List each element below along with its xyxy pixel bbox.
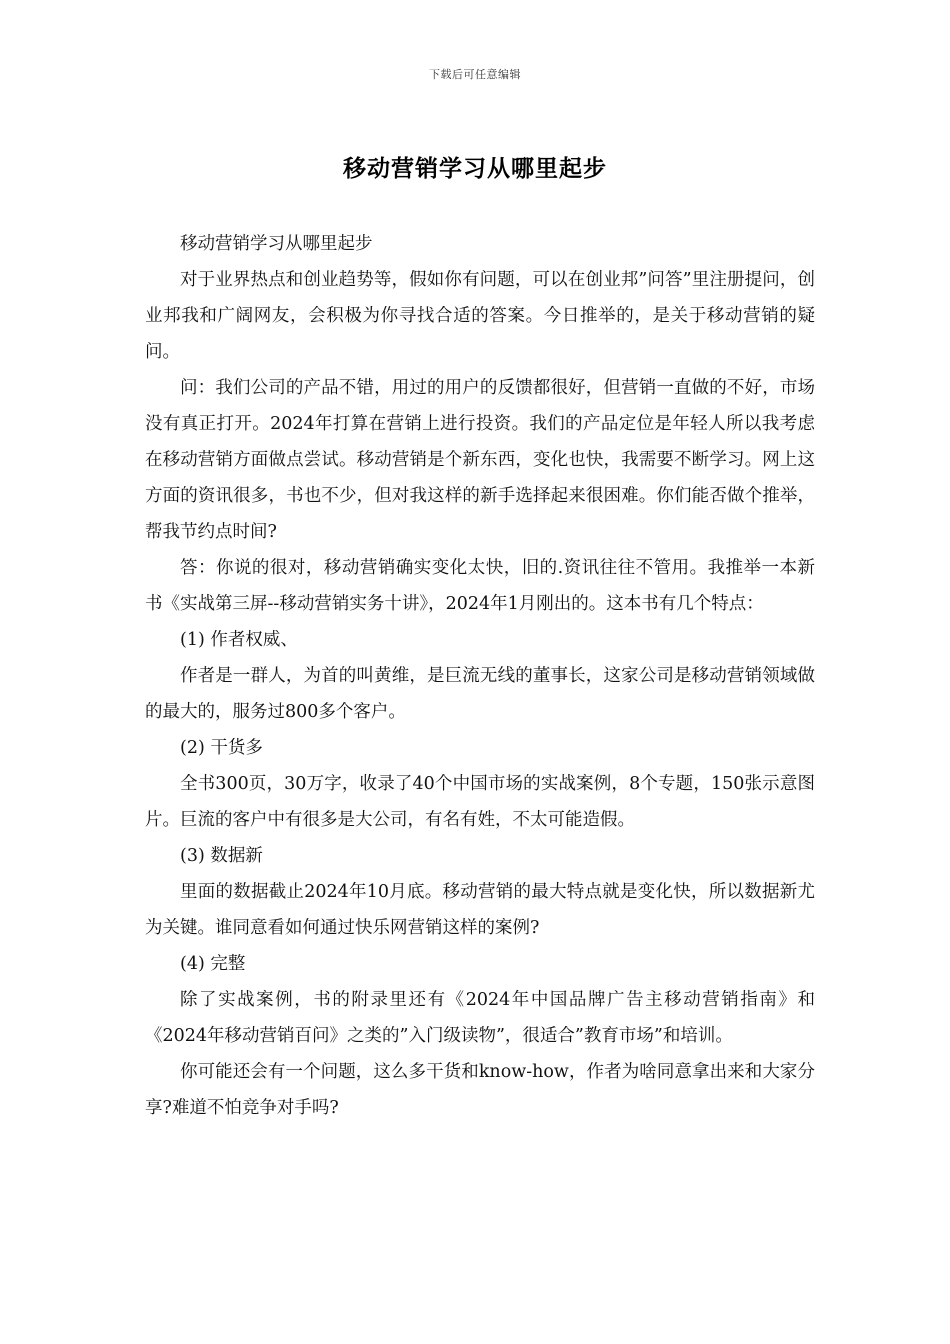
- feature-text-1: 作者是一群人，为首的叫黄维，是巨流无线的董事长，这家公司是移动营销领域做的最大的，服务过800多个客户。: [145, 666, 815, 722]
- paragraph-answer: 答：你说的很对，移动营销确实变化太快，旧的.资讯往往不管用。我推举一本新书《实战第三屏--移动营销实务十讲》，2024年1月刚出的。这本书有几个特点：: [145, 558, 815, 614]
- header-note: 下载后可任意编辑: [429, 68, 521, 81]
- paragraph-question: 问：我们公司的产品不错，用过的用户的反馈都很好，但营销一直做的不好，市场没有真正打开。2024年打算在营销上进行投资。我们的产品定位是年轻人所以我考虑在移动营销方面做点尝试。移动营销是个新东西，变化也快，我需要不断学习。网上这方面的资讯很多，书也不少，但对我这样的新手选择起来很困难。你们能否做个推举，帮我节约点时间?: [145, 378, 815, 542]
- feature-text-3: 里面的数据截止2024年10月底。移动营销的最大特点就是变化快，所以数据新尤为关键。谁同意看如何通过快乐网营销这样的案例?: [145, 882, 815, 938]
- feature-heading-3: (3) 数据新: [180, 846, 263, 866]
- paragraph-subtitle: 移动营销学习从哪里起步: [180, 234, 373, 254]
- paragraph-intro: 对于业界热点和创业趋势等，假如你有问题，可以在创业邦”问答”里注册提问，创业邦我和广阔网友，会积极为你寻找合适的答案。今日推举的，是关于移动营销的疑问。: [145, 270, 815, 362]
- paragraph-closing: 你可能还会有一个问题，这么多干货和know-how，作者为啥同意拿出来和大家分享?难道不怕竞争对手吗?: [145, 1062, 815, 1118]
- feature-text-2: 全书300页，30万字，收录了40个中国市场的实战案例，8个专题，150张示意图片。巨流的客户中有很多是大公司，有名有姓，不太可能造假。: [145, 774, 815, 830]
- document-body: [145, 226, 815, 1126]
- feature-text-4: 除了实战案例，书的附录里还有《2024年中国品牌广告主移动营销指南》和《2024年移动营销百问》之类的”入门级读物”，很适合”教育市场”和培训。: [145, 990, 815, 1046]
- document-title: 移动营销学习从哪里起步: [343, 155, 607, 182]
- feature-heading-4: (4) 完整: [180, 954, 246, 974]
- feature-heading-2: (2) 干货多: [180, 738, 263, 758]
- feature-heading-1: (1) 作者权威、: [180, 630, 298, 650]
